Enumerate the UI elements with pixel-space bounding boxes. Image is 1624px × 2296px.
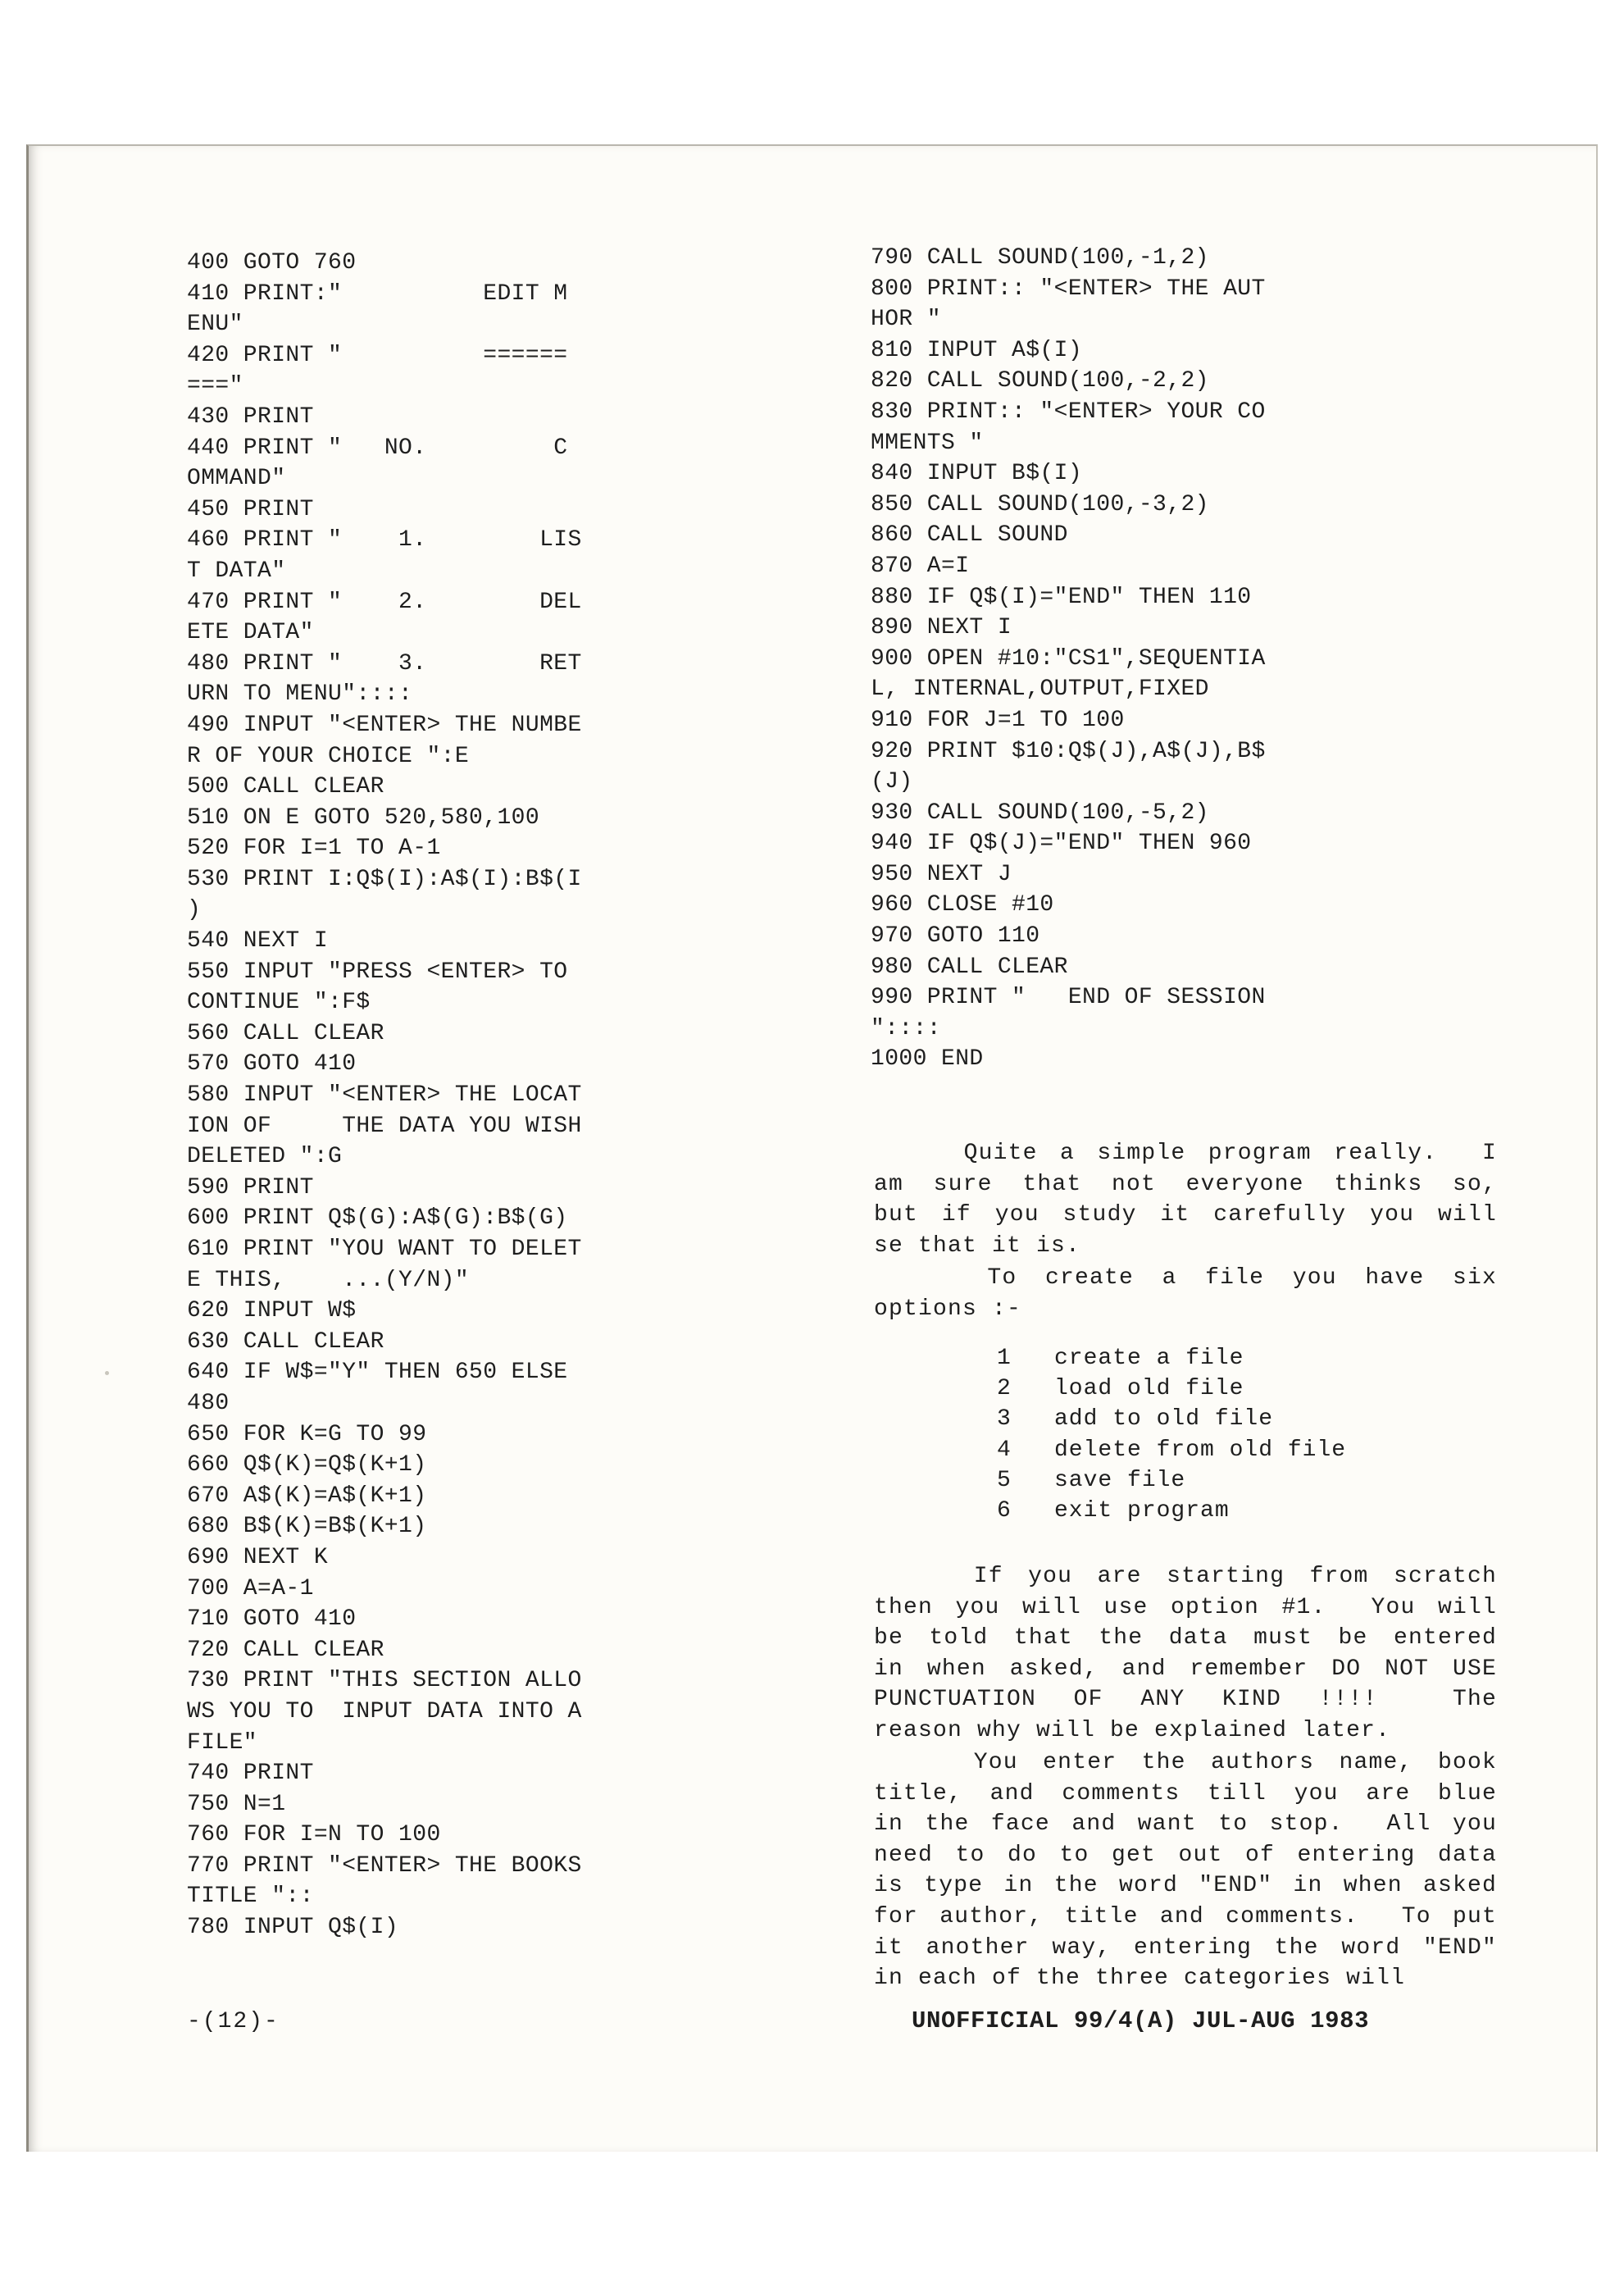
code-line: ===" [187,373,243,399]
code-line: 480 PRINT " 3. RET [187,650,582,676]
option-number: 1 [997,1346,1012,1371]
code-line: 950 NEXT J [871,861,1012,887]
code-line: 510 ON E GOTO 520,580,100 [187,804,540,831]
code-line: 610 PRINT "YOU WANT TO DELET [187,1237,582,1262]
paragraph-line: se that it is. [874,1232,1081,1259]
code-line: 450 PRINT [187,496,314,522]
code-line: 640 IF W$="Y" THEN 650 ELSE [187,1360,568,1386]
code-line: 760 FOR I=N TO 100 [187,1822,441,1848]
code-line: 750 N=1 [187,1791,286,1817]
code-line: 810 INPUT A$(I) [871,337,1083,363]
option-number: 2 [997,1376,1012,1402]
paragraph-line: be told that the data must be entered [874,1625,1497,1651]
code-line: 850 CALL SOUND(100,-3,2) [871,491,1209,517]
page-number: -(12)- [187,2009,280,2034]
code-line: 920 PRINT $10:Q$(J),A$(J),B$ [871,738,1266,764]
options-list [997,1343,1346,1526]
code-line: 790 CALL SOUND(100,-1,2) [871,245,1209,271]
code-line: 1000 END [871,1046,984,1073]
code-line: ENU" [187,312,243,338]
code-line: 910 FOR J=1 TO 100 [871,707,1125,733]
code-line: R OF YOUR CHOICE ":E [187,743,470,769]
code-line: 590 PRINT [187,1174,314,1200]
code-line: 470 PRINT " 2. DEL [187,589,582,615]
paragraph-line: for author, title and comments. To put [874,1903,1497,1929]
paragraph-starting [874,1561,1497,1747]
code-line: CONTINUE ":F$ [187,990,371,1016]
option-label: add to old file [1054,1406,1274,1433]
code-line: 690 NEXT K [187,1544,329,1570]
option-label: save file [1054,1467,1186,1493]
paragraph-line: in when asked, and remember DO NOT USE [874,1656,1497,1682]
code-line: 670 A$(K)=A$(K+1) [187,1483,427,1509]
code-line: 550 INPUT "PRESS <ENTER> TO [187,959,568,985]
paragraph-line: To create a file you have six [874,1265,1497,1291]
paragraph-line: You enter the authors name, book [874,1750,1497,1775]
option-label: create a file [1054,1346,1244,1371]
paragraph-line: in the face and want to stop. All you [874,1811,1497,1838]
code-line: ION OF THE DATA YOU WISH [187,1113,582,1139]
code-line: MMENTS " [871,430,984,456]
code-line: ":::: [871,1015,942,1041]
option-number: 4 [997,1437,1012,1463]
code-line: 440 PRINT " NO. C [187,435,568,461]
code-line: 700 A=A-1 [187,1575,314,1601]
option-item [997,1404,1346,1434]
code-line: 500 CALL CLEAR [187,774,384,800]
code-line: DELETED ":G [187,1144,343,1170]
paragraph-line: title, and comments till you are blue [874,1780,1497,1806]
option-number: 6 [997,1497,1012,1524]
code-line: 570 GOTO 410 [187,1051,357,1077]
option-label: exit program [1054,1497,1230,1524]
code-line: 420 PRINT " ====== [187,342,568,368]
paragraph-line: PUNCTUATION OF ANY KIND !!!! The [874,1687,1497,1713]
code-line: 710 GOTO 410 [187,1606,357,1633]
option-item [997,1374,1346,1404]
option-number: 5 [997,1467,1012,1493]
code-line: 940 IF Q$(J)="END" THEN 960 [871,831,1252,857]
code-line: 830 PRINT:: "<ENTER> YOUR CO [871,399,1266,425]
code-line: WS YOU TO INPUT DATA INTO A [187,1698,582,1724]
code-line: 530 PRINT I:Q$(I):A$(I):B$(I [187,866,582,892]
code-line: 800 PRINT:: "<ENTER> THE AUT [871,276,1266,302]
paragraph-intro [874,1138,1497,1261]
code-line: FILE" [187,1729,258,1756]
option-item [997,1435,1346,1465]
code-line: 740 PRINT [187,1761,314,1787]
option-label: delete from old file [1054,1437,1347,1463]
code-line: 970 GOTO 110 [871,923,1040,950]
scan-speck [105,1371,109,1375]
code-line: TITLE ":: [187,1884,314,1910]
code-listing-left [187,248,646,1943]
code-line: 520 FOR I=1 TO A-1 [187,836,441,862]
code-line: 930 CALL SOUND(100,-5,2) [871,800,1209,826]
magazine-footer: UNOFFICIAL 99/4(A) JUL-AUG 1983 [912,2007,1370,2034]
code-line: 990 PRINT " END OF SESSION [871,985,1266,1011]
code-line: 620 INPUT W$ [187,1298,357,1324]
code-line: 490 INPUT "<ENTER> THE NUMBE [187,712,582,738]
code-line: 840 INPUT B$(I) [871,461,1083,487]
option-item [997,1496,1346,1526]
code-line: 870 A=I [871,553,970,579]
paragraph-line: If you are starting from scratch [874,1564,1497,1589]
paragraph-line: reason why will be explained later. [874,1717,1391,1743]
code-listing-right [871,243,1338,1075]
code-line: 410 PRINT:" EDIT M [187,280,568,307]
paragraph-line: Quite a simple program really. I [874,1141,1497,1166]
code-line: 430 PRINT [187,403,314,430]
paragraph-line: am sure that not everyone thinks so, [874,1171,1497,1197]
paragraph-line: in each of the three categories will [874,1966,1406,1992]
paragraph-line: options :- [874,1296,1022,1322]
code-line: 900 OPEN #10:"CS1",SEQUENTIA [871,645,1266,672]
paragraph-line: then you will use option #1. You will [874,1594,1497,1620]
code-line: 680 B$(K)=B$(K+1) [187,1514,427,1540]
code-line: 780 INPUT Q$(I) [187,1915,399,1941]
code-line: 480 [187,1390,230,1416]
paragraph-line: is type in the word "END" in when asked [874,1873,1497,1899]
code-line: 960 CLOSE #10 [871,892,1054,918]
paragraph-line: need to do to get out of entering data [874,1842,1497,1868]
code-line: 770 PRINT "<ENTER> THE BOOKS [187,1852,582,1879]
code-line: T DATA" [187,558,286,584]
code-line: OMMAND" [187,466,286,492]
code-line: 660 Q$(K)=Q$(K+1) [187,1452,427,1478]
code-line: E THIS, ...(Y/N)" [187,1267,470,1293]
code-line: ) [187,897,202,923]
paragraph-line: but if you study it carefully you will [874,1202,1497,1228]
code-line: ETE DATA" [187,620,314,646]
code-line: 890 NEXT I [871,615,1012,641]
option-item [997,1465,1346,1496]
code-line: 540 NEXT I [187,928,329,954]
code-line: 650 FOR K=G TO 99 [187,1421,427,1447]
code-line: 630 CALL CLEAR [187,1328,384,1355]
code-line: 880 IF Q$(I)="END" THEN 110 [871,584,1252,610]
option-number: 3 [997,1406,1012,1433]
paragraph-entering [874,1747,1497,1994]
code-line: URN TO MENU":::: [187,681,413,708]
code-line: HOR " [871,307,942,333]
code-line: 980 CALL CLEAR [871,954,1068,980]
code-line: L, INTERNAL,OUTPUT,FIXED [871,676,1209,703]
code-line: 600 PRINT Q$(G):A$(G):B$(G) [187,1205,568,1232]
code-line: 400 GOTO 760 [187,250,357,276]
option-item [997,1343,1346,1374]
code-line: 730 PRINT "THIS SECTION ALLO [187,1668,582,1694]
code-line: 860 CALL SOUND [871,522,1068,549]
code-line: 720 CALL CLEAR [187,1637,384,1663]
code-line: 460 PRINT " 1. LIS [187,527,582,554]
paragraph-options-intro [874,1263,1497,1324]
paragraph-line: it another way, entering the word "END" [874,1934,1497,1961]
code-line: 580 INPUT "<ENTER> THE LOCAT [187,1082,582,1109]
code-line: (J) [871,769,913,795]
option-label: load old file [1054,1376,1244,1402]
code-line: 560 CALL CLEAR [187,1020,384,1046]
code-line: 820 CALL SOUND(100,-2,2) [871,368,1209,394]
